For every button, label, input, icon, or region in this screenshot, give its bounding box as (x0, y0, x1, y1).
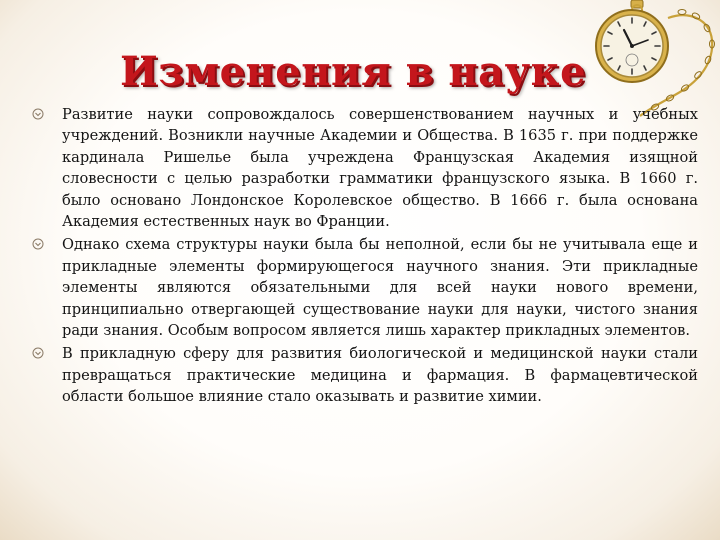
bullet-text: В прикладную сферу для развития биологической и медицинской науки стали превращаться практические медицина и фармация. В фармацевтической области большое влияние стало оказывать и развитие химии. (62, 345, 698, 406)
circle-chevron-down-icon (32, 347, 44, 359)
bullet-text: Развитие науки сопровождалось совершенствованием научных и учебных учреждений. Возникли научные Академии и Общества. В 1635 г. при поддержке кардинала Ришелье была учреждена Французская Академия изящной словесности с целью разработки грамматики французского языка. В 1660 г. было основано Лондонское Королевское общество. В 1666 г. была основана Академия естественных наук во Франции. (62, 106, 698, 231)
bullet-text: Однако схема структуры науки была бы неполной, если бы не учитывала еще и прикладные элементы формирующегося научного знания. Эти прикладные элементы являются обязательными для всей науки нового времени, принципиально отвергающей существование науки для науки, чистого знания ради знания. Особым вопросом является лишь характер прикладных элементов. (62, 236, 698, 340)
list-item (30, 234, 698, 341)
list-item (30, 343, 698, 407)
bullet-list (30, 104, 698, 410)
list-item (30, 104, 698, 232)
circle-chevron-down-icon (32, 238, 44, 250)
slide-title: Изменения в науке (120, 48, 587, 95)
circle-chevron-down-icon (32, 108, 44, 120)
